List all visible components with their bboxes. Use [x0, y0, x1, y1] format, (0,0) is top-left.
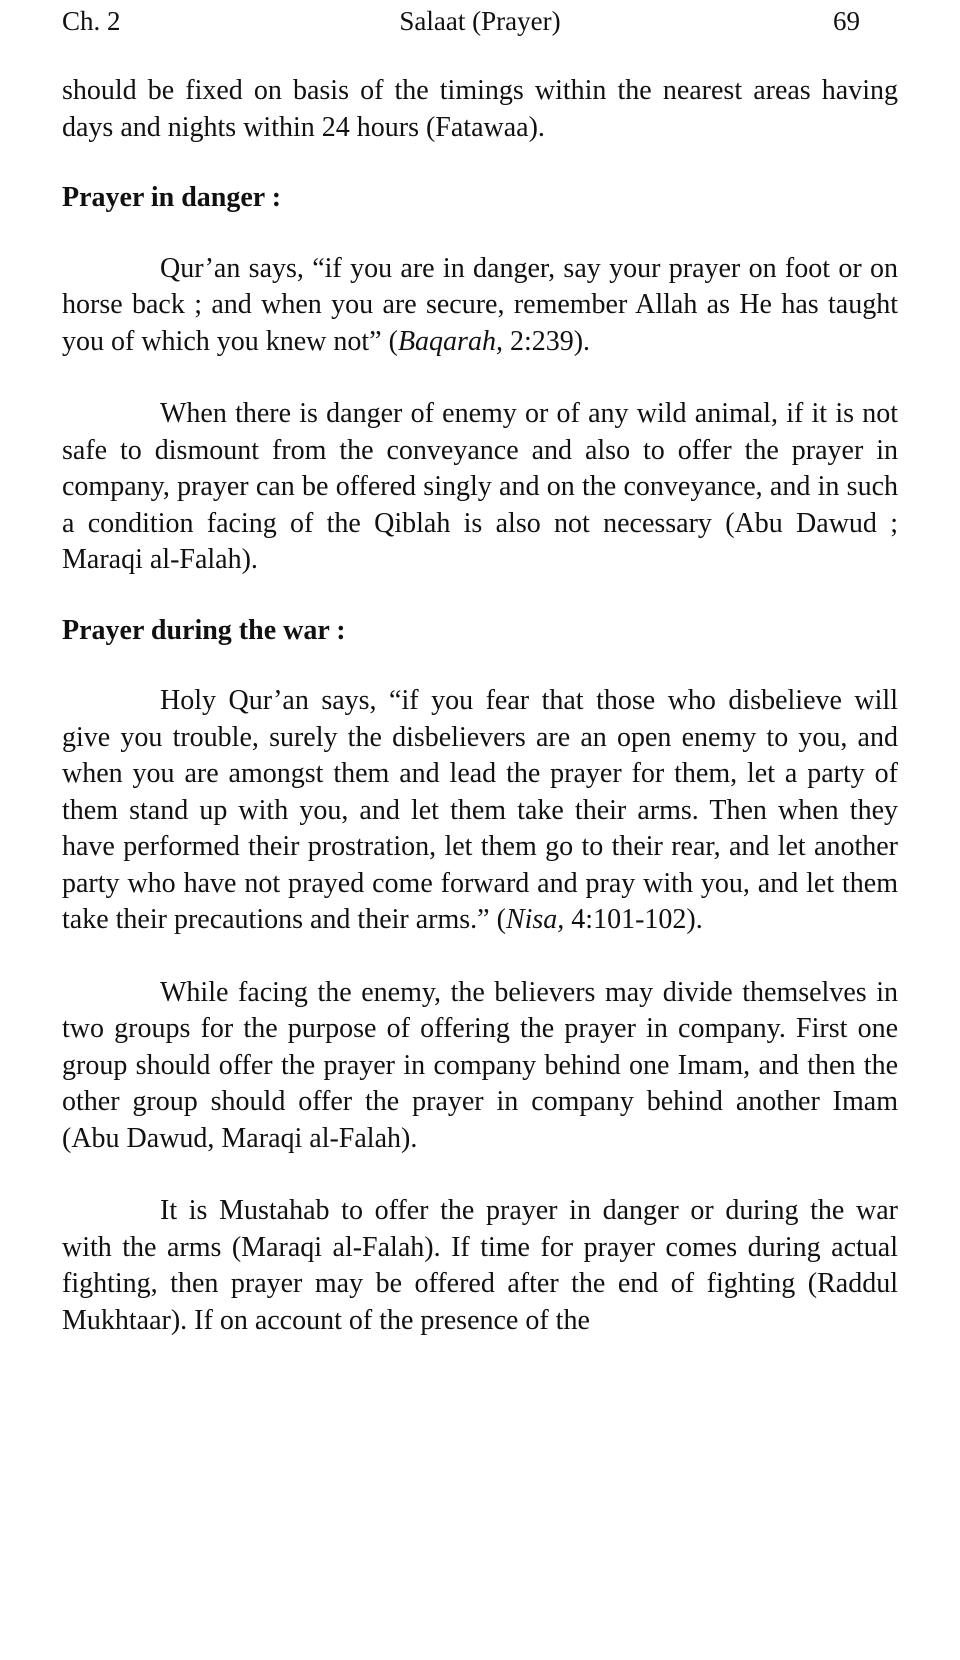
- paragraph-quran-war: [62, 683, 898, 939]
- running-title: Salaat (Prayer): [399, 6, 561, 36]
- section-heading-danger: Prayer in danger :: [62, 182, 282, 213]
- page-number: 69: [833, 6, 860, 36]
- running-header: [62, 4, 898, 38]
- paragraph-mustahab: It is Mustahab to offer the prayer in danger or during the war with the arms (Maraqi al-Falah). If time for prayer comes during actual fighting, then prayer may be offered after the end of fighting (Raddul Mukhtaar). If on account of the presence of the: [62, 1195, 898, 1336]
- citation-reference: 4:101-102).: [564, 904, 703, 935]
- page-body: [62, 73, 898, 1339]
- citation-source: Nisa,: [505, 904, 565, 935]
- citation-reference: 2:239).: [502, 325, 591, 357]
- paragraph-two-groups: While facing the enemy, the believers may divide themselves in two groups for the purpose of offering the prayer in company. First one group should offer the prayer in company behind one Imam, and then the other group should offer the prayer in company behind another Imam (Abu Dawud, Maraqi al-Falah).: [62, 976, 898, 1154]
- paragraph-danger-rules: When there is danger of enemy or of any wild animal, if it is not safe to dismount from the conveyance and also to offer the prayer in company, prayer can be offered singly and on the conveyance, and in such a condition facing of the Qiblah is also not necessary (Abu Dawud ; Maraqi al-Falah).: [62, 398, 898, 575]
- continued-paragraph: should be fixed on basis of the timings within the nearest areas having days and nights within 24 hours (Fatawaa).: [62, 75, 898, 143]
- chapter-label: Ch. 2: [62, 6, 121, 36]
- section-heading-war: Prayer during the war :: [62, 614, 346, 646]
- citation-source: Baqarah,: [397, 325, 503, 357]
- paragraph-text: Qur’an says, “if you are in danger, say your prayer on foot or on horse back ; and when you are secure, remember Allah as He has taught you of which you knew not” (: [62, 252, 898, 357]
- paragraph-quran-danger: [62, 251, 898, 361]
- paragraph-text: Holy Qur’an says, “if you fear that those who disbelieve will give you trouble, surely the disbelievers are an open enemy to you, and when you are amongst them and lead the prayer for them, let a party of them stand up with you, and let them take their arms. Then when they have performed their prostration, let them go to their rear, and let another party who have not prayed come forward and pray with you, and let them take their precautions and their arms.” (: [62, 685, 898, 935]
